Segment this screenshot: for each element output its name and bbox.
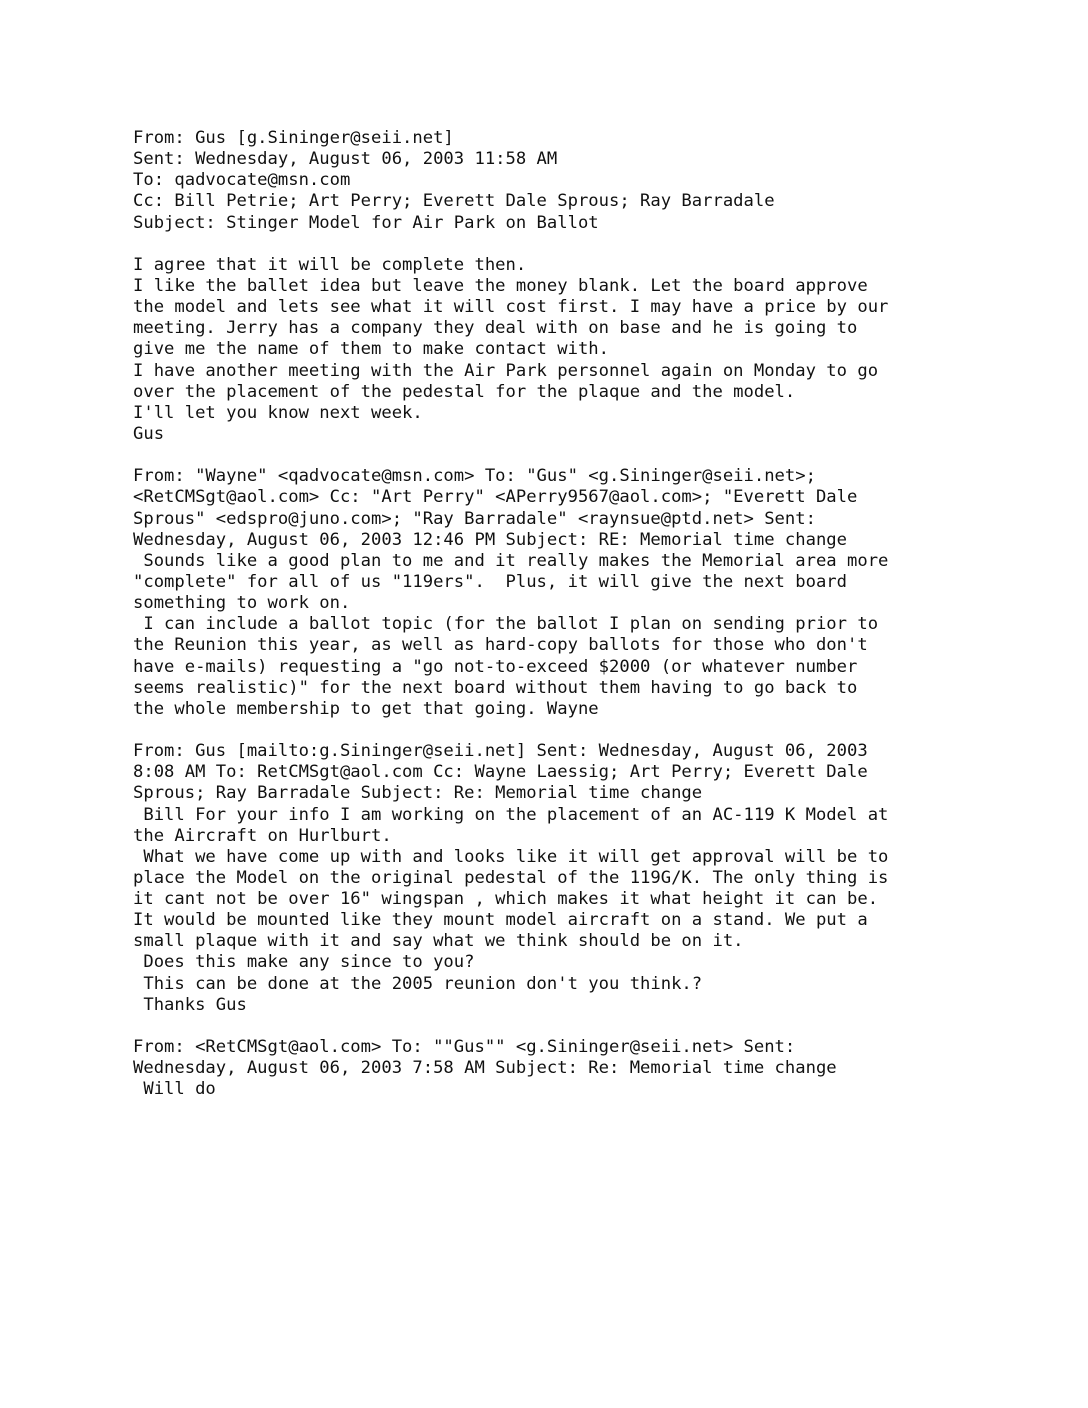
text-line: the model and lets see what it will cost first. I may have a price by our [133,297,889,318]
text-line: small plaque with it and say what we think should be on it. [133,931,744,952]
text-line: This can be done at the 2005 reunion don't you think.? [133,973,703,994]
text-line: it cant not be over 16" wingspan , which makes it what height it can be. [133,889,879,910]
text-line: Sent: Wednesday, August 06, 2003 11:58 AM [133,149,558,170]
text-line: Thanks Gus [133,994,247,1015]
blank-line [133,445,1078,466]
blank-line [133,720,1078,741]
text-line: From: Gus [mailto:g.Sininger@seii.net] Sent: Wednesday, August 06, 2003 [133,741,868,762]
blank-line [133,234,1078,255]
blank-line [133,1016,1078,1037]
text-line: place the Model on the original pedestal of the 119G/K. The only thing is [133,867,889,888]
text-line: From: <RetCMSgt@aol.com> To: ""Gus"" <g.Sininger@seii.net> Sent: [133,1037,796,1058]
text-line: Subject: Stinger Model for Air Park on Ballot [133,212,599,233]
text-line: Wednesday, August 06, 2003 12:46 PM Subject: RE: Memorial time change [133,529,847,550]
text-line: I like the ballet idea but leave the money blank. Let the board approve [133,275,868,296]
text-line: To: qadvocate@msn.com [133,170,351,191]
text-line: Sprous" <edspro@juno.com>; "Ray Barradale" <raynsue@ptd.net> Sent: [133,508,816,529]
text-line: something to work on. [133,593,351,614]
text-line: seems realistic)" for the next board without them having to go back to [133,677,858,698]
text-line: Bill For your info I am working on the placement of an AC-119 K Model at [133,804,889,825]
text-line: Sounds like a good plan to me and it really makes the Memorial area more [133,550,889,571]
text-line: <RetCMSgt@aol.com> Cc: "Art Perry" <APerry9567@aol.com>; "Everett Dale [133,487,858,508]
text-line: "complete" for all of us "119ers". Plus, it will give the next board [133,571,847,592]
text-line: Will do [133,1079,216,1100]
text-line: From: "Wayne" <qadvocate@msn.com> To: "Gus" <g.Sininger@seii.net>; [133,466,816,487]
text-line: What we have come up with and looks like it will get approval will be to [133,846,889,867]
text-line: Gus [133,423,165,444]
text-line: Cc: Bill Petrie; Art Perry; Everett Dale Sprous; Ray Barradale [133,191,775,212]
text-line: I agree that it will be complete then. [133,254,527,275]
text-line: over the placement of the pedestal for the plaque and the model. [133,381,796,402]
text-line: the whole membership to get that going. Wayne [133,698,599,719]
text-line: Sprous; Ray Barradale Subject: Re: Memorial time change [133,783,703,804]
text-line: I'll let you know next week. [133,402,423,423]
text-line: have e-mails) requesting a "go not-to-exceed $2000 (or whatever number [133,656,858,677]
text-line: I have another meeting with the Air Park personnel again on Monday to go [133,360,879,381]
text-line: Does this make any since to you? [133,952,475,973]
text-line: From: Gus [g.Sininger@seii.net] [133,128,454,148]
text-line: Wednesday, August 06, 2003 7:58 AM Subject: Re: Memorial time change [133,1058,837,1079]
text-line: 8:08 AM To: RetCMSgt@aol.com Cc: Wayne Laessig; Art Perry; Everett Dale [133,762,868,783]
text-line: I can include a ballot topic (for the ballot I plan on sending prior to [133,614,879,635]
text-line: It would be mounted like they mount model aircraft on a stand. We put a [133,910,868,931]
text-line: the Aircraft on Hurlburt. [133,825,392,846]
text-line: the Reunion this year, as well as hard-copy ballots for those who don't [133,635,868,656]
text-line: meeting. Jerry has a company they deal with on base and he is going to [133,318,858,339]
text-line: give me the name of them to make contact with. [133,339,609,360]
email-thread-text [133,128,1078,1100]
